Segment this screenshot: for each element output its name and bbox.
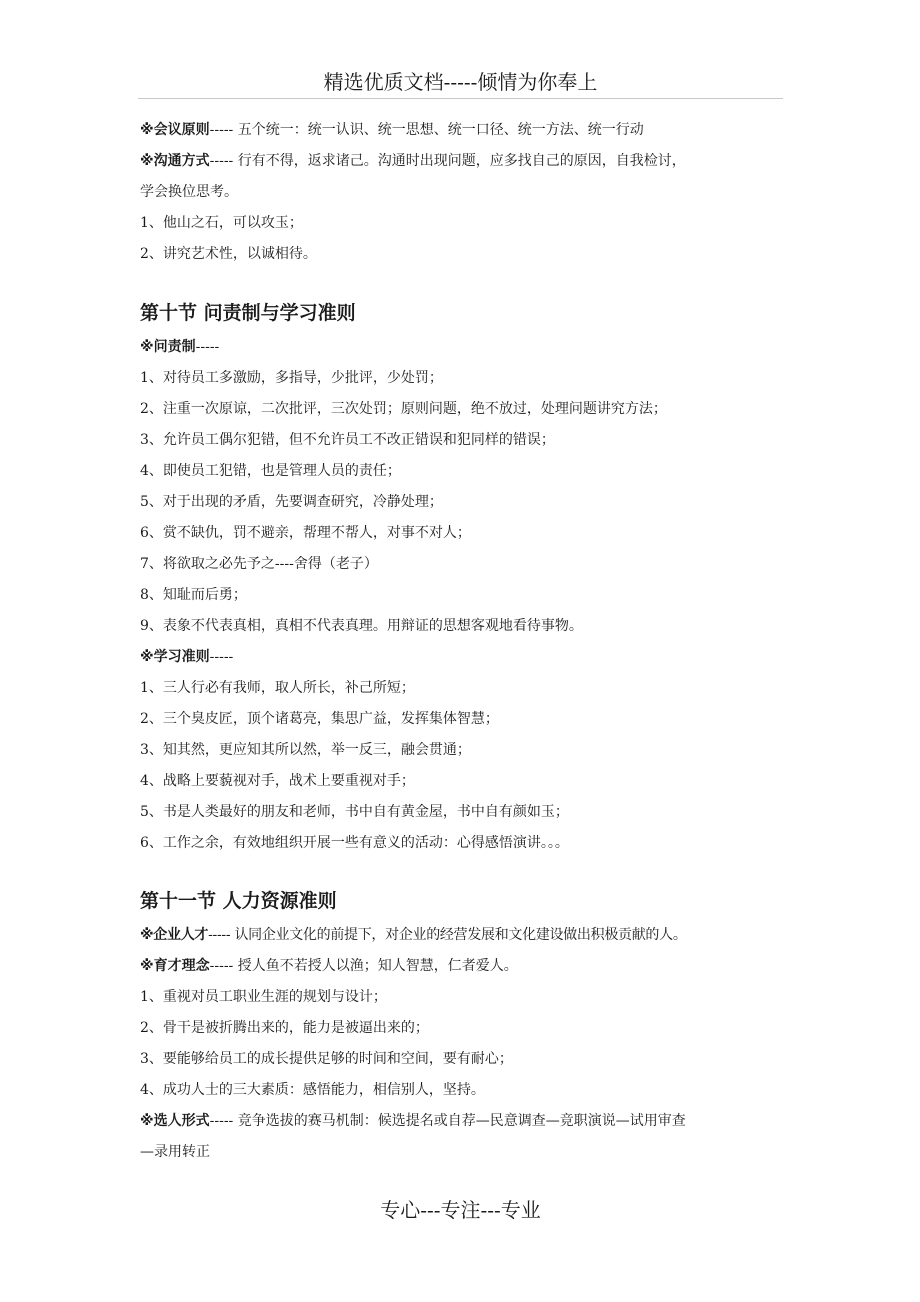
learning-label: ※学习准则 [140, 649, 210, 665]
selection-form-cont: —录用转正 [140, 1144, 210, 1160]
list-item: 2、三个臭皮匠，顶个诸葛亮，集思广益，发挥集体智慧； [140, 711, 499, 727]
cultivation-concept-label: ※育才理念 [140, 958, 210, 974]
list-item: 1、他山之石，可以攻玉； [140, 215, 303, 231]
cultivation-concept [140, 956, 518, 976]
page-header: 精选优质文档-----倾情为你奉上 [138, 66, 783, 99]
selection-form-label: ※选人形式 [140, 1113, 210, 1129]
list-item: 4、即使员工犯错，也是管理人员的责任； [140, 463, 401, 479]
accountability-dash: ----- [195, 339, 220, 355]
list-item: 7、将欲取之必先予之----舍得（老子） [140, 556, 378, 572]
list-item: 2、注重一次原谅，二次批评，三次处罚；原则问题，绝不放过，处理问题讲究方法； [140, 401, 667, 417]
enterprise-talent-dash: ----- [208, 927, 235, 943]
cultivation-concept-text: 授人鱼不若授人以渔；知人智慧，仁者爱人。 [237, 958, 518, 974]
list-item: 5、对于出现的矛盾，先要调查研究，冷静处理； [140, 494, 443, 510]
section-10-title: 第十节 问责制与学习准则 [140, 302, 356, 324]
meeting-principle-dash: ----- [209, 122, 238, 138]
meeting-principle [140, 120, 644, 140]
enterprise-talent [140, 925, 687, 945]
list-item: 2、骨干是被折腾出来的，能力是被逼出来的； [140, 1020, 429, 1036]
list-item: 2、讲究艺术性，以诚相待。 [140, 246, 317, 262]
communication-method-dash: ----- [209, 153, 238, 169]
communication-method-label: ※沟通方式 [140, 153, 210, 169]
communication-method-cont: 学会换位思考。 [140, 184, 238, 200]
accountability-label: ※问责制 [140, 339, 196, 355]
meeting-principle-label: ※会议原则 [140, 122, 210, 138]
list-item: 9、表象不代表真相，真相不代表真理。用辩证的思想客观地看待事物。 [140, 618, 583, 634]
page-footer: 专心---专注---专业 [380, 1198, 541, 1222]
selection-form-dash: ----- [209, 1113, 238, 1129]
meeting-principle-text: 五个统一：统一认识、统一思想、统一口径、统一方法、统一行动 [237, 122, 644, 138]
list-item: 8、知耻而后勇； [140, 587, 247, 603]
list-item: 3、要能够给员工的成长提供足够的时间和空间，要有耐心； [140, 1051, 513, 1067]
enterprise-talent-text: 认同企业文化的前提下，对企业的经营发展和文化建设做出积极贡献的人。 [234, 927, 687, 943]
learning-heading [140, 647, 233, 667]
list-item: 3、知其然，更应知其所以然，举一反三，融会贯通； [140, 742, 471, 758]
list-item: 1、重视对员工职业生涯的规划与设计； [140, 989, 387, 1005]
list-item: 1、三人行必有我师，取人所长，补己所短； [140, 680, 415, 696]
cultivation-concept-dash: ----- [209, 958, 238, 974]
communication-method-text: 行有不得，返求诸己。沟通时出现问题，应多找自己的原因，自我检讨， [237, 153, 686, 169]
selection-form [140, 1111, 686, 1131]
list-item: 3、允许员工偶尔犯错，但不允许员工不改正错误和犯同样的错误； [140, 432, 555, 448]
selection-form-text: 竞争选拔的赛马机制：候选提名或自荐—民意调查—竞职演说—试用审查 [237, 1113, 686, 1129]
enterprise-talent-label: ※企业人才 [140, 927, 209, 943]
accountability-heading [140, 337, 219, 357]
list-item: 1、对待员工多激励，多指导，少批评，少处罚； [140, 370, 443, 386]
list-item: 5、书是人类最好的朋友和老师，书中自有黄金屋，书中自有颜如玉； [140, 804, 569, 820]
section-11-title: 第十一节 人力资源准则 [140, 890, 337, 912]
learning-dash: ----- [209, 649, 234, 665]
communication-method [140, 151, 686, 171]
list-item: 6、赏不缺仇，罚不避亲，帮理不帮人，对事不对人； [140, 525, 471, 541]
list-item: 4、战略上要藐视对手，战术上要重视对手； [140, 773, 415, 789]
list-item: 4、成功人士的三大素质：感悟能力，相信别人，坚持。 [140, 1082, 485, 1098]
list-item: 6、工作之余，有效地组织开展一些有意义的活动：心得感悟演讲。。。 [140, 835, 569, 851]
